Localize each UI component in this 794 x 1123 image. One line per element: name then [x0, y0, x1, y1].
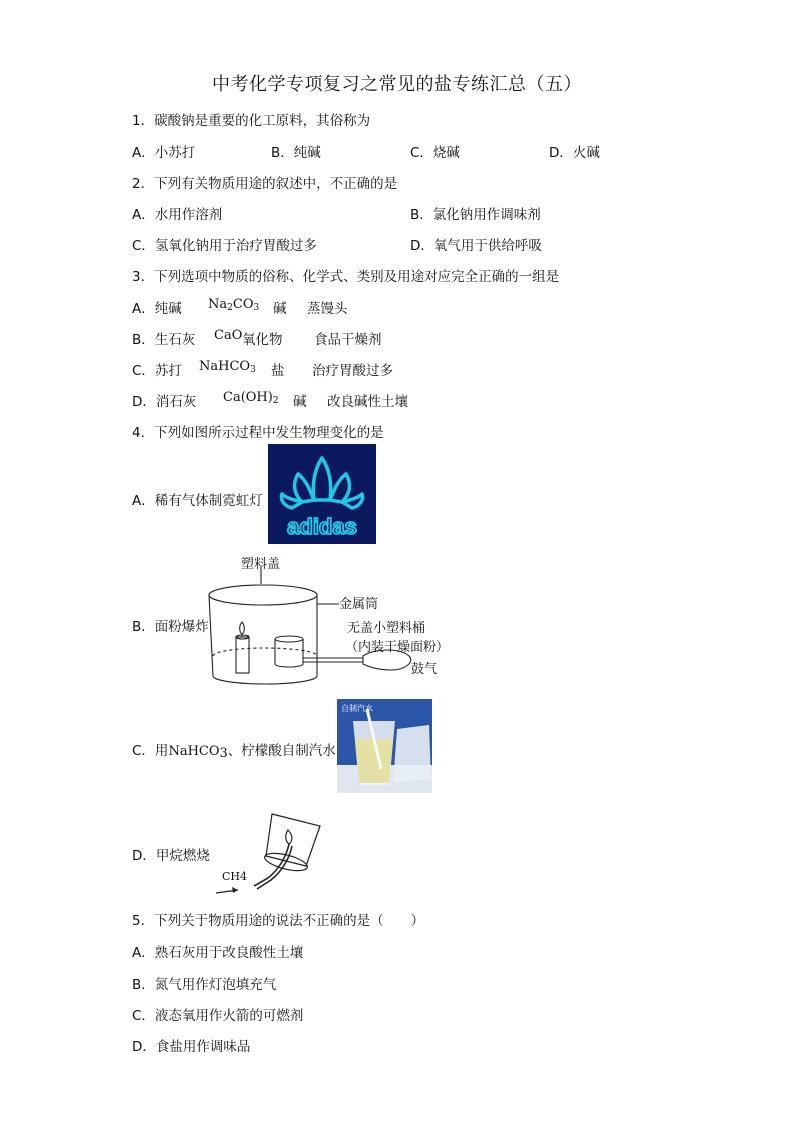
- question-4-stem: 4．下列如图所示过程中发生物理变化的是: [132, 425, 384, 441]
- question-5-option-b: B．氮气用作灯泡填充气: [132, 977, 277, 993]
- question-2-option-a: A．水用作溶剂: [132, 207, 223, 223]
- chemical-formula: CaO: [214, 328, 243, 343]
- question-4-option-c: C．用NaHCO3、柠檬酸自制汽水: [132, 743, 336, 761]
- label-blow: 鼓气: [411, 662, 438, 677]
- substance-class: 盐: [271, 363, 285, 379]
- question-1-option-a: A．小苏打: [132, 145, 196, 161]
- label-metal-can: 金属筒: [339, 597, 379, 612]
- homemade-soda-photo: [337, 699, 432, 793]
- substance-use: 改良碱性土壤: [327, 394, 408, 410]
- question-5-option-a: A．熟石灰用于改良酸性土壤: [132, 945, 304, 961]
- substance-use: 治疗胃酸过多: [312, 363, 393, 379]
- question-3-option-d: [132, 390, 408, 410]
- question-1-stem: 1．碳酸钠是重要的化工原料，其俗称为: [132, 113, 371, 129]
- label-lid: 塑料盖: [241, 557, 281, 572]
- question-3-stem: 3．下列选项中物质的俗称、化学式、类别及用途对应完全正确的一组是: [132, 269, 560, 285]
- question-2-option-d: D．氧气用于供给呼吸: [410, 238, 542, 254]
- chemical-formula: NaHCO$_3$: [199, 359, 256, 375]
- question-4-option-b: B．面粉爆炸: [132, 619, 209, 635]
- question-2-option-b: B．氯化钠用作调味剂: [410, 207, 541, 223]
- question-5-option-c: C．液态氧用作火箭的可燃剂: [132, 1008, 304, 1024]
- photo-caption: 自制汽水: [341, 704, 373, 713]
- question-2-option-c: C．氢氧化钠用于治疗胃酸过多: [132, 238, 317, 254]
- question-3-option-c: [132, 359, 393, 379]
- option-label: D．消石灰: [132, 394, 197, 410]
- question-1-option-d: D．火碱: [549, 145, 600, 161]
- substance-class: 碱: [273, 301, 287, 317]
- label-ch4: CH4: [222, 870, 248, 883]
- neon-sign-image: [268, 444, 376, 544]
- question-4-option-a: A．稀有气体制霓虹灯: [132, 493, 263, 509]
- question-2-stem: 2．下列有关物质用途的叙述中，不正确的是: [132, 176, 398, 192]
- label-bucket-content: （内装干燥面粉）: [345, 640, 450, 655]
- label-bucket: 无盖小塑料桶: [347, 621, 426, 636]
- flour-explosion-diagram: [205, 552, 465, 687]
- question-1-option-b: B．纯碱: [271, 145, 321, 161]
- substance-class: 氧化物: [242, 332, 283, 348]
- option-label: A．纯碱: [132, 301, 182, 317]
- substance-class: 碱: [293, 394, 307, 410]
- question-5-stem: 5．下列关于物质用途的说法不正确的是（ ）: [132, 913, 425, 929]
- substance-use: 蒸馒头: [307, 301, 348, 317]
- methane-burning-diagram: [212, 800, 332, 900]
- question-5-option-d: D．食盐用作调味品: [132, 1039, 251, 1055]
- question-1-option-c: C．烧碱: [410, 145, 460, 161]
- neon-text: adidas: [287, 514, 357, 539]
- question-3-option-a: [132, 297, 348, 317]
- question-3-option-b: [132, 328, 382, 348]
- chemical-formula: $Na_2CO_3$: [208, 297, 260, 313]
- page-title: 中考化学专项复习之常见的盐专练汇总（五）: [212, 74, 582, 95]
- option-label: B．生石灰: [132, 332, 196, 348]
- substance-use: 食品干燥剂: [314, 332, 382, 348]
- option-label: C．苏打: [132, 363, 182, 379]
- question-4-option-d: D．甲烷燃烧: [132, 848, 210, 864]
- chemical-formula: $Ca(OH)_2$: [223, 390, 279, 406]
